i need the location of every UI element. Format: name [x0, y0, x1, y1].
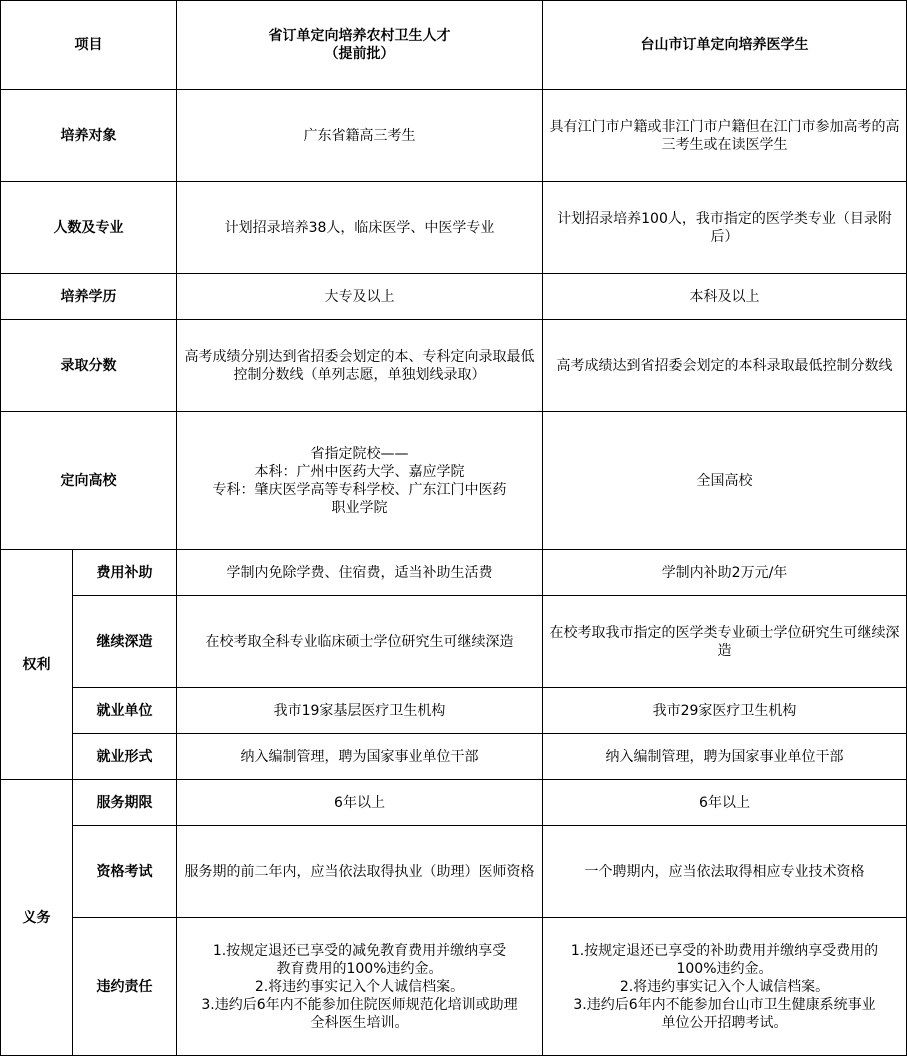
table-row	[1, 412, 907, 550]
cell-quota-col1: 计划招录培养38人，临床医学、中医学专业	[177, 182, 543, 274]
breach-line: 单位公开招聘考试。	[661, 1014, 788, 1031]
row-label-term: 服务期限	[73, 780, 177, 826]
cell-form-col2: 纳入编制管理，聘为国家事业单位干部	[543, 734, 907, 780]
breach-line: 100%违约金。	[676, 960, 773, 977]
cell-schools-col2: 全国高校	[543, 412, 907, 550]
schools-line: 本科：广州中医药大学、嘉应学院	[254, 463, 465, 480]
cell-breach-col1	[177, 918, 543, 1056]
breach-line: 3.违约后6年内不能参加住院医师规范化培训或助理	[201, 996, 518, 1013]
cell-subsidy-col2: 学制内补助2万元/年	[543, 550, 907, 596]
cell-score-col2: 高考成绩达到省招委会划定的本科录取最低控制分数线	[543, 320, 907, 412]
row-label-breach: 违约责任	[73, 918, 177, 1056]
cell-term-col1: 6年以上	[177, 780, 543, 826]
group-label-duties: 义务	[1, 780, 73, 1056]
row-label-target: 培养对象	[1, 90, 177, 182]
cell-further-col1: 在校考取全科专业临床硕士学位研究生可继续深造	[177, 596, 543, 688]
breach-line: 2.将违约事实记入个人诚信档案。	[254, 978, 465, 995]
schools-line: 省指定院校——	[310, 445, 409, 462]
row-label-further: 继续深造	[73, 596, 177, 688]
schools-line: 专科：肇庆医学高等专科学校、广东江门中医药	[212, 481, 507, 498]
cell-schools-col1	[177, 412, 543, 550]
cell-target-col1: 广东省籍高三考生	[177, 90, 543, 182]
breach-line: 1.按规定退还已享受的补助费用并缴纳享受费用的	[570, 942, 879, 959]
table-row	[1, 274, 907, 320]
row-label-exam: 资格考试	[73, 826, 177, 918]
row-label-employer: 就业单位	[73, 688, 177, 734]
header-item: 项目	[1, 1, 177, 90]
header-taishan-program: 台山市订单定向培养医学生	[543, 1, 907, 90]
cell-breach-col2	[543, 918, 907, 1056]
breach-line: 全科医生培训。	[310, 1014, 409, 1031]
cell-exam-col1: 服务期的前二年内，应当依法取得执业（助理）医师资格	[177, 826, 543, 918]
table-row	[1, 182, 907, 274]
table-row	[1, 320, 907, 412]
cell-exam-col2: 一个聘期内，应当依法取得相应专业技术资格	[543, 826, 907, 918]
table-row	[1, 550, 907, 596]
cell-score-col1: 高考成绩分别达到省招委会划定的本、专科定向录取最低控制分数线（单列志愿，单独划线录取）	[177, 320, 543, 412]
cell-degree-col2: 本科及以上	[543, 274, 907, 320]
cell-form-col1: 纳入编制管理，聘为国家事业单位干部	[177, 734, 543, 780]
header-col1-subtitle: （提前批）	[324, 46, 395, 62]
header-provincial-program	[177, 1, 543, 90]
group-label-rights: 权利	[1, 550, 73, 780]
table-row	[1, 780, 907, 826]
table-row	[1, 596, 907, 688]
breach-line: 教育费用的100%违约金。	[276, 960, 443, 977]
cell-target-col2: 具有江门市户籍或非江门市户籍但在江门市参加高考的高三考生或在读医学生	[543, 90, 907, 182]
table-row	[1, 90, 907, 182]
cell-degree-col1: 大专及以上	[177, 274, 543, 320]
breach-line: 3.违约后6年内不能参加台山市卫生健康系统事业	[573, 996, 876, 1013]
cell-subsidy-col1: 学制内免除学费、住宿费，适当补助生活费	[177, 550, 543, 596]
table-row	[1, 734, 907, 780]
row-label-subsidy: 费用补助	[73, 550, 177, 596]
schools-line: 职业学院	[331, 499, 388, 516]
cell-term-col2: 6年以上	[543, 780, 907, 826]
row-label-form: 就业形式	[73, 734, 177, 780]
row-label-schools: 定向高校	[1, 412, 177, 550]
table-row	[1, 826, 907, 918]
breach-line: 1.按规定退还已享受的减免教育费用并缴纳享受	[212, 942, 507, 959]
header-col1-title: 省订单定向培养农村卫生人才	[268, 28, 451, 44]
table-header-row	[1, 1, 907, 90]
cell-quota-col2: 计划招录培养100人，我市指定的医学类专业（目录附后）	[543, 182, 907, 274]
cell-employer-col2: 我市29家医疗卫生机构	[543, 688, 907, 734]
row-label-score: 录取分数	[1, 320, 177, 412]
cell-further-col2: 在校考取我市指定的医学类专业硕士学位研究生可继续深造	[543, 596, 907, 688]
breach-line: 2.将违约事实记入个人诚信档案。	[619, 978, 830, 995]
table-row	[1, 688, 907, 734]
table-row	[1, 918, 907, 1056]
row-label-quota: 人数及专业	[1, 182, 177, 274]
row-label-degree: 培养学历	[1, 274, 177, 320]
cell-employer-col1: 我市19家基层医疗卫生机构	[177, 688, 543, 734]
